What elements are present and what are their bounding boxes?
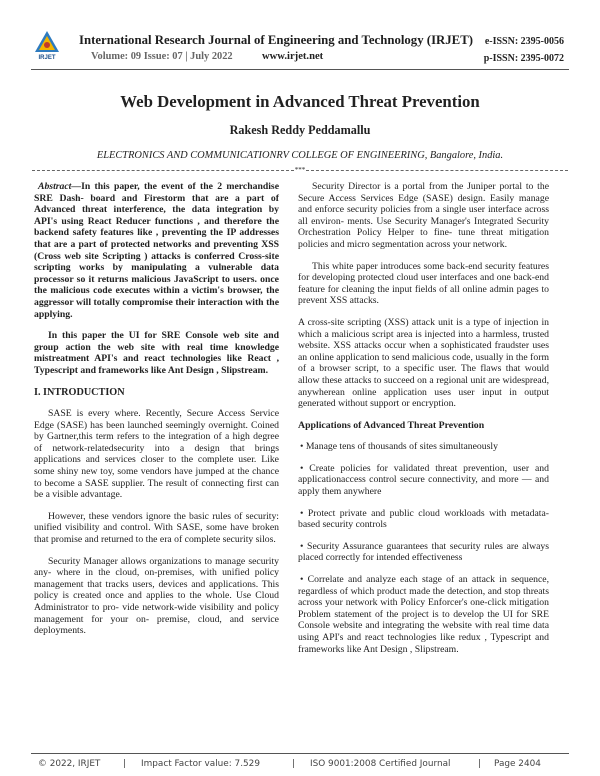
right-column xyxy=(298,181,549,665)
section-heading-introduction: I. INTRODUCTION xyxy=(34,386,125,398)
body-paragraph-3: A cross-site scripting (XSS) attack unit is a type of injection in which a malicious script area is injected into a harmless, trusted website. XSS attacks occur when a sophisticated fraudster uses an online application to send malicious code, usually in the form of a browser script, to a specific user. The flaws that would allow these attacks to succeed on a regional unit are widespread, anywherean online application uses user input in output generated without support or encryption. xyxy=(298,316,549,410)
paper-title: Web Development in Advanced Threat Prevention xyxy=(120,92,480,111)
bullet-item: • Create policies for validated threat prevention, user and applicationaccess control secure connectivity, and more — and apply them anywhere xyxy=(298,462,549,498)
bullet-item: • Manage tens of thousands of sites simultaneously xyxy=(300,441,498,453)
intro-paragraph-3: Security Manager allows organizations to manage security any- where in the cloud, on-premises, with unified policy management that tracks users, devices and applications. This policy is created once and applies to the whole. Use Cloud Administrator to pro- vide network-wide visibility and policy management for your on- premise, cloud, and service deployments. xyxy=(34,555,279,637)
intro-paragraph-2: However, these vendors ignore the basic rules of security: unified visibility and control. With SASE, some have broken that promise and returned to the era of complete security silos. xyxy=(34,510,279,546)
header-rule xyxy=(31,69,569,70)
page-footer xyxy=(0,759,600,773)
bullet-item: • Correlate and analyze each stage of an attack in sequence, regardless of which product made the detection, and stop threats across your network with Policy Enforcer's one-click mitigation Problem statement of the project is to develop the UI for SRE Console website and integrating the website with real time data using API's and react technologies like redux , Typescript and frameworks like Ant Design , Slipstream. xyxy=(298,574,549,655)
body-paragraph-2: This white paper introduces some back-end security features for developing protected cloud user interfaces and one back-end feature for cleaning the input fields of all online admin pages to prevent XSS attacks. xyxy=(298,260,549,307)
separator-stars: *** xyxy=(294,166,306,174)
irjet-logo xyxy=(34,30,60,60)
body-paragraph-1: Security Director is a portal from the Juniper portal to the Secure Access Services Edge (SASE) design. Easily manage and enforce security policies from a single user interface across all environ- ments. Use Security Manager's Integrated Security Orchestration Policy Helper to fine- tune threat mitigation policies and micro segmentation across your network. xyxy=(298,181,549,250)
abstract-paragraph-2: In this paper the UI for SRE Console web site and group action the web site with real time knowledge mistreatment API's and react technologies like React , Typescript and frameworks like Ant Design , Slipstream. xyxy=(34,330,279,376)
bullet-item: • Security Assurance guarantees that security rules are always placed correctly for intended effectiveness xyxy=(298,540,549,564)
footer-iso: ISO 9001:2008 Certified Journal xyxy=(310,759,451,769)
e-issn: e-ISSN: 2395-0056 xyxy=(484,36,564,47)
intro-paragraph-1: SASE is every where. Recently, Secure Access Service Edge (SASE) has been launched seemingly overnight. Coined by Gartner,this term refers to the integration of a high degree of network-relatedsecurity into a design that brings applications and services closer to the complete user. Like some shiny new toy, some vendors have jumped at the chance to become a SASE supplier. The result of connecting first can be a visible advantage. xyxy=(34,408,279,501)
journal-title: International Research Journal of Engineering and Technology (IRJET) xyxy=(79,33,474,47)
footer-rule xyxy=(31,753,569,754)
p-issn: p-ISSN: 2395-0072 xyxy=(483,53,564,64)
journal-website-link[interactable]: www.irjet.net xyxy=(262,51,324,62)
svg-text:IRJET: IRJET xyxy=(38,55,56,60)
author-affiliation: ELECTRONICS AND COMMUNICATIONRV COLLEGE OF ENGINEERING, Bangalore, India. xyxy=(96,150,504,161)
abstract-label: Abstract— xyxy=(38,181,82,192)
footer-copyright: © 2022, IRJET xyxy=(38,759,101,769)
bullet-item: • Protect private and public cloud workloads with metadata-based security controls xyxy=(298,507,549,531)
volume-info: Volume: 09 Issue: 07 | July 2022 xyxy=(91,51,233,62)
footer-impact-factor: Impact Factor value: 7.529 xyxy=(141,759,260,769)
left-column xyxy=(34,181,279,647)
footer-page-number: Page 2404 xyxy=(494,759,541,769)
subheading-applications: Applications of Advanced Threat Prevention xyxy=(298,419,485,431)
footer-divider: | xyxy=(123,759,126,769)
abstract xyxy=(34,181,279,320)
author-name: Rakesh Reddy Peddamallu xyxy=(229,123,371,137)
abstract-text: In this paper, the event of the 2 merchandise SRE Dash- board and Firestorm that are a part of Advanced threat interference, the data integration by API's using React Reducer functions , and therefore the backend safety features like , preventing the IP addresses that are a part of protected networks and preventing XSS (Cross web site Scripting ) attacks is conferred Cross-site scripting works by manipulating a vulnerable data processor so it returns malicious JavaScript to users. once the malicious code executes within a victim's browser, the aggressor will totally compromise their interaction with the applying. xyxy=(34,181,279,320)
title-separator xyxy=(32,166,568,174)
footer-divider: | xyxy=(478,759,481,769)
footer-divider: | xyxy=(292,759,295,769)
